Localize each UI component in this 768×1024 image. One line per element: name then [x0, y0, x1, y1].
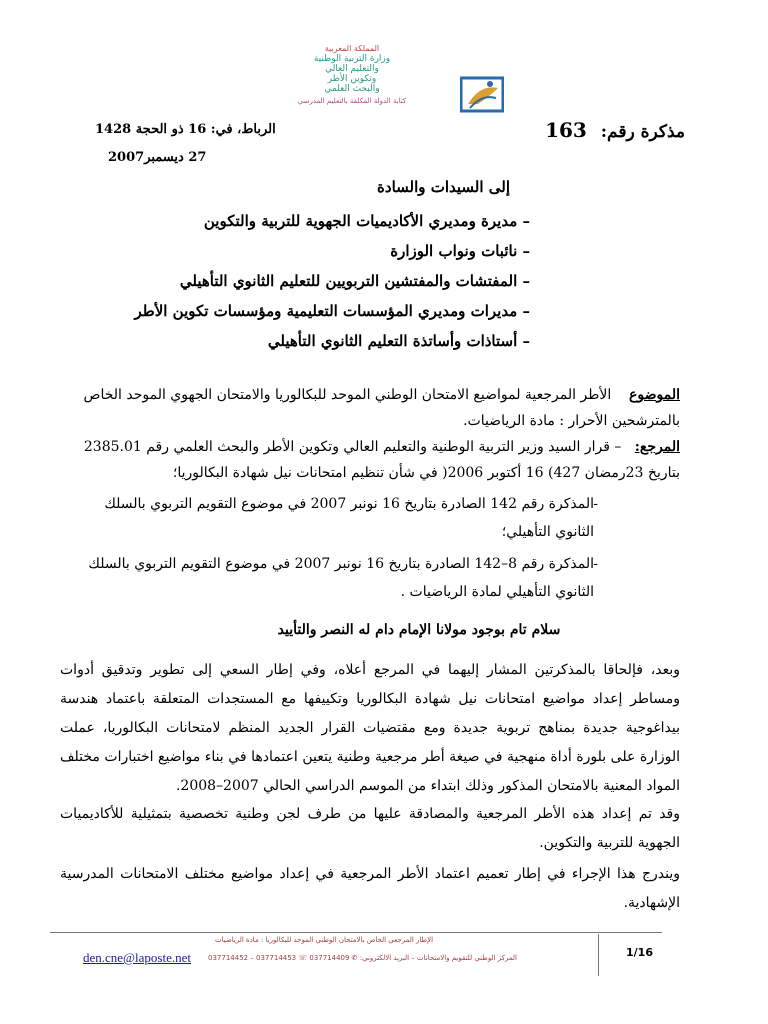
- reference-item-text: - المذكرة رقم 8–142 الصادرة بتاريخ 16 نونبر 2007 في موضوع التقويم التربوي بالسلك الثانوي التأهيلي لمادة الرياضيات .: [88, 556, 594, 600]
- secretariat-name: كتابة الدولة المكلفة بالتعليم المدرسي: [297, 97, 407, 105]
- addressee-item: – مديرة ومديري الأكاديميات الجهوية للتربية والتكوين: [135, 206, 531, 236]
- ministry-header: [262, 44, 442, 128]
- reference-item: [70, 550, 680, 606]
- reference-list: [70, 490, 680, 610]
- subject-text: الأطر المرجعية لمواضيع الامتحان الوطني الموحد للبكالوريا والامتحان الجهوي الموحد الخاص بالمترشحين الأحرار : مادة الرياضيات.: [83, 387, 680, 429]
- date-hijri: الرباط، في: 16 ذو الحجة 1428: [95, 122, 276, 137]
- addressees-list: [135, 206, 531, 356]
- greeting: سلام تام بوجود مولانا الإمام دام له النصر والتأييد: [277, 622, 561, 638]
- footer-separator: [598, 934, 599, 976]
- memo-label: مذكرة رقم:: [600, 122, 685, 142]
- reference-item: [70, 490, 680, 546]
- ministry-logo-icon: [460, 74, 504, 114]
- page-number: 1/16: [626, 946, 653, 959]
- footer-email-link[interactable]: den.cne@laposte.net: [83, 950, 191, 965]
- addressee-item: – نائبات ونواب الوزارة: [135, 236, 531, 266]
- ministry-name-line-4: والبحث العلمي: [324, 84, 380, 94]
- body-paragraph: وقد تم إعداد هذه الأطر المرجعية والمصادقة عليها من طرف لجن وطنية تخصصية بتمثيلية للأكاديميات الجهوية للتربية والتكوين.: [60, 806, 680, 851]
- reference-main: – قرار السيد وزير التربية الوطنية والتعليم العالي وتكوين الأطر والبحث العلمي رقم 2385.01 بتاريخ 23رمضان 427) 16 أكتوبر 2006( في شأن تنظيم امتحانات نيل شهادة البكالوريا؛: [83, 439, 680, 481]
- memo-number-value: 163: [545, 118, 587, 142]
- date-gregorian: 27 ديسمبر2007: [108, 150, 207, 165]
- footer-divider: [50, 932, 662, 933]
- ministry-name-line-1: وزارة التربية الوطنية: [313, 54, 391, 64]
- addressees-title: إلى السيدات والسادة: [377, 178, 510, 196]
- body-paragraph: وبعد، فإلحاقا بالمذكرتين المشار إليهما في المرجع أعلاه، وفي إطار السعي إلى تطوير وتدقيق أدوات ومساطر إعداد مواضيع امتحانات نيل شهادة البكالوريا وتكييفها مع المستجدات المتعلقة باعتماد هندسة بيداغوجية جديدة بمناهج تربوية جديدة ومع مقتضيات القرار الجديد المنظم لامتحانات البكالوريا، عملت الوزارة على بلورة أداة منهجية في صيغة أطر مرجعية وطنية يتعين اعتمادها في بناء مواضيع اختبارات مختلف المواد المعنية بالامتحان المذكور وذلك ابتداء من الموسم الدراسي الحالي 2007–2008.: [60, 662, 680, 794]
- subject-label: الموضوع: [629, 387, 680, 403]
- footer-contact: المركز الوطني للتقويم والامتحانات – البريد الالكتروني: ✆ 037714409 ☏ 037714453 – 037714452: [208, 954, 517, 962]
- memo-number: [545, 118, 685, 142]
- ministry-name-line-2: والتعليم العالي: [325, 64, 379, 74]
- reference-item-text: - المذكرة رقم 142 الصادرة بتاريخ 16 نونبر 2007 في موضوع التقويم التربوي بالسلك الثانوي التأهيلي؛: [104, 496, 594, 540]
- footer-document-title: الإطار المرجعي الخاص بالامتحان الوطني الموحد للبكالوريا : مادة الرياضيات: [215, 936, 434, 944]
- addressee-item: – مديرات ومديري المؤسسات التعليمية ومؤسسات تكوين الأطر: [135, 296, 531, 326]
- body-paragraph: ويندرج هذا الإجراء في إطار تعميم اعتماد الأطر المرجعية في إعداد مواضيع مختلف الامتحانات المدرسية الإشهادية.: [60, 866, 680, 911]
- addressee-item: – المفتشات والمفتشين التربويين للتعليم الثانوي التأهيلي: [135, 266, 531, 296]
- reference-label: المرجع:: [634, 439, 680, 455]
- addressee-item: – أستاذات وأساتذة التعليم الثانوي التأهيلي: [135, 326, 531, 356]
- ministry-name-line-3: وتكوين الأطر: [327, 74, 377, 84]
- reference-section: [72, 434, 680, 486]
- subject-section: [72, 382, 680, 434]
- kingdom-name: المملكة المغربية: [324, 44, 380, 53]
